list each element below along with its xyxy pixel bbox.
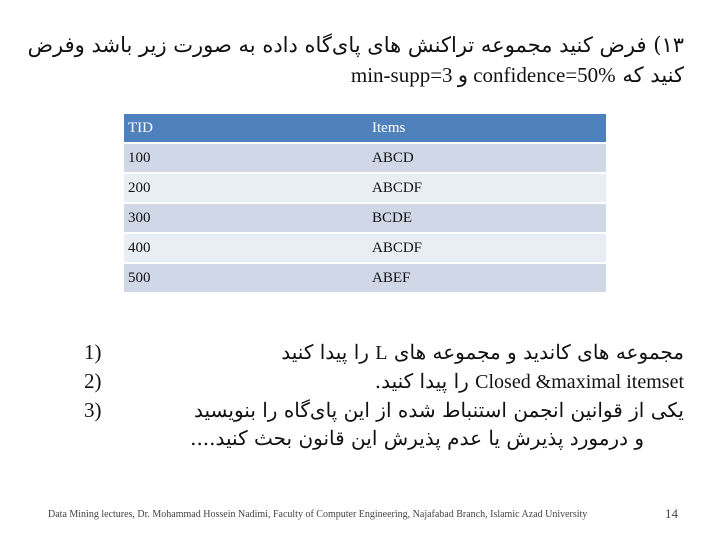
header-items: Items	[368, 114, 606, 143]
title-line-2-fa: کنید که	[622, 63, 684, 87]
table-row	[124, 233, 606, 263]
list-item	[84, 338, 684, 367]
item-number: 2)	[84, 369, 102, 393]
slide-title	[24, 30, 684, 90]
page-number: 14	[665, 506, 678, 521]
cell-items: ABCD	[368, 143, 606, 173]
cell-tid: 100	[124, 143, 368, 173]
cell-tid: 300	[124, 203, 368, 233]
list-item-continuation: و درمورد پذیرش یا عدم پذیرش این قانون بحث کنید....	[190, 426, 644, 450]
item-text-end: را پیدا کنید.	[374, 369, 476, 393]
item-text-end: را پیدا کنید	[281, 340, 376, 364]
title-line-1: ۱۳) فرض کنید مجموعه تراکنش های پای‌گاه داده به صورت زیر باشد وفرض	[27, 33, 684, 57]
item-number: 3)	[84, 398, 102, 422]
cell-items: ABEF	[368, 263, 606, 292]
item-term: Closed &maximal itemset	[475, 371, 684, 393]
question-list	[84, 338, 684, 452]
item-number: 1)	[84, 340, 102, 364]
table-row	[124, 143, 606, 173]
table-row	[124, 173, 606, 203]
header-tid: TID	[124, 114, 368, 143]
cell-tid: 200	[124, 173, 368, 203]
table-row	[124, 263, 606, 292]
footer-credit: Data Mining lectures, Dr. Mohammad Hossein Nadimi, Faculty of Computer Engineering, Najafabad Branch, Islamic Azad University	[48, 509, 588, 520]
item-term: L	[375, 342, 388, 364]
item-text: مجموعه های کاندید و مجموعه های	[387, 340, 684, 364]
cell-items: BCDE	[368, 203, 606, 233]
table-header-row	[124, 114, 606, 143]
transactions-table	[124, 114, 606, 292]
cell-tid: 400	[124, 233, 368, 263]
cell-items: ABCDF	[368, 173, 606, 203]
item-text: یکی از قوانین انجمن استنباط شده از این پای‌گاه را بنویسید	[194, 398, 684, 422]
cell-tid: 500	[124, 263, 368, 292]
cell-items: ABCDF	[368, 233, 606, 263]
table-row	[124, 203, 606, 233]
title-line-2	[24, 60, 684, 90]
list-item	[84, 396, 684, 424]
title-line-2-params: min-supp=3 و confidence=50%	[350, 63, 616, 87]
list-item	[84, 367, 684, 396]
